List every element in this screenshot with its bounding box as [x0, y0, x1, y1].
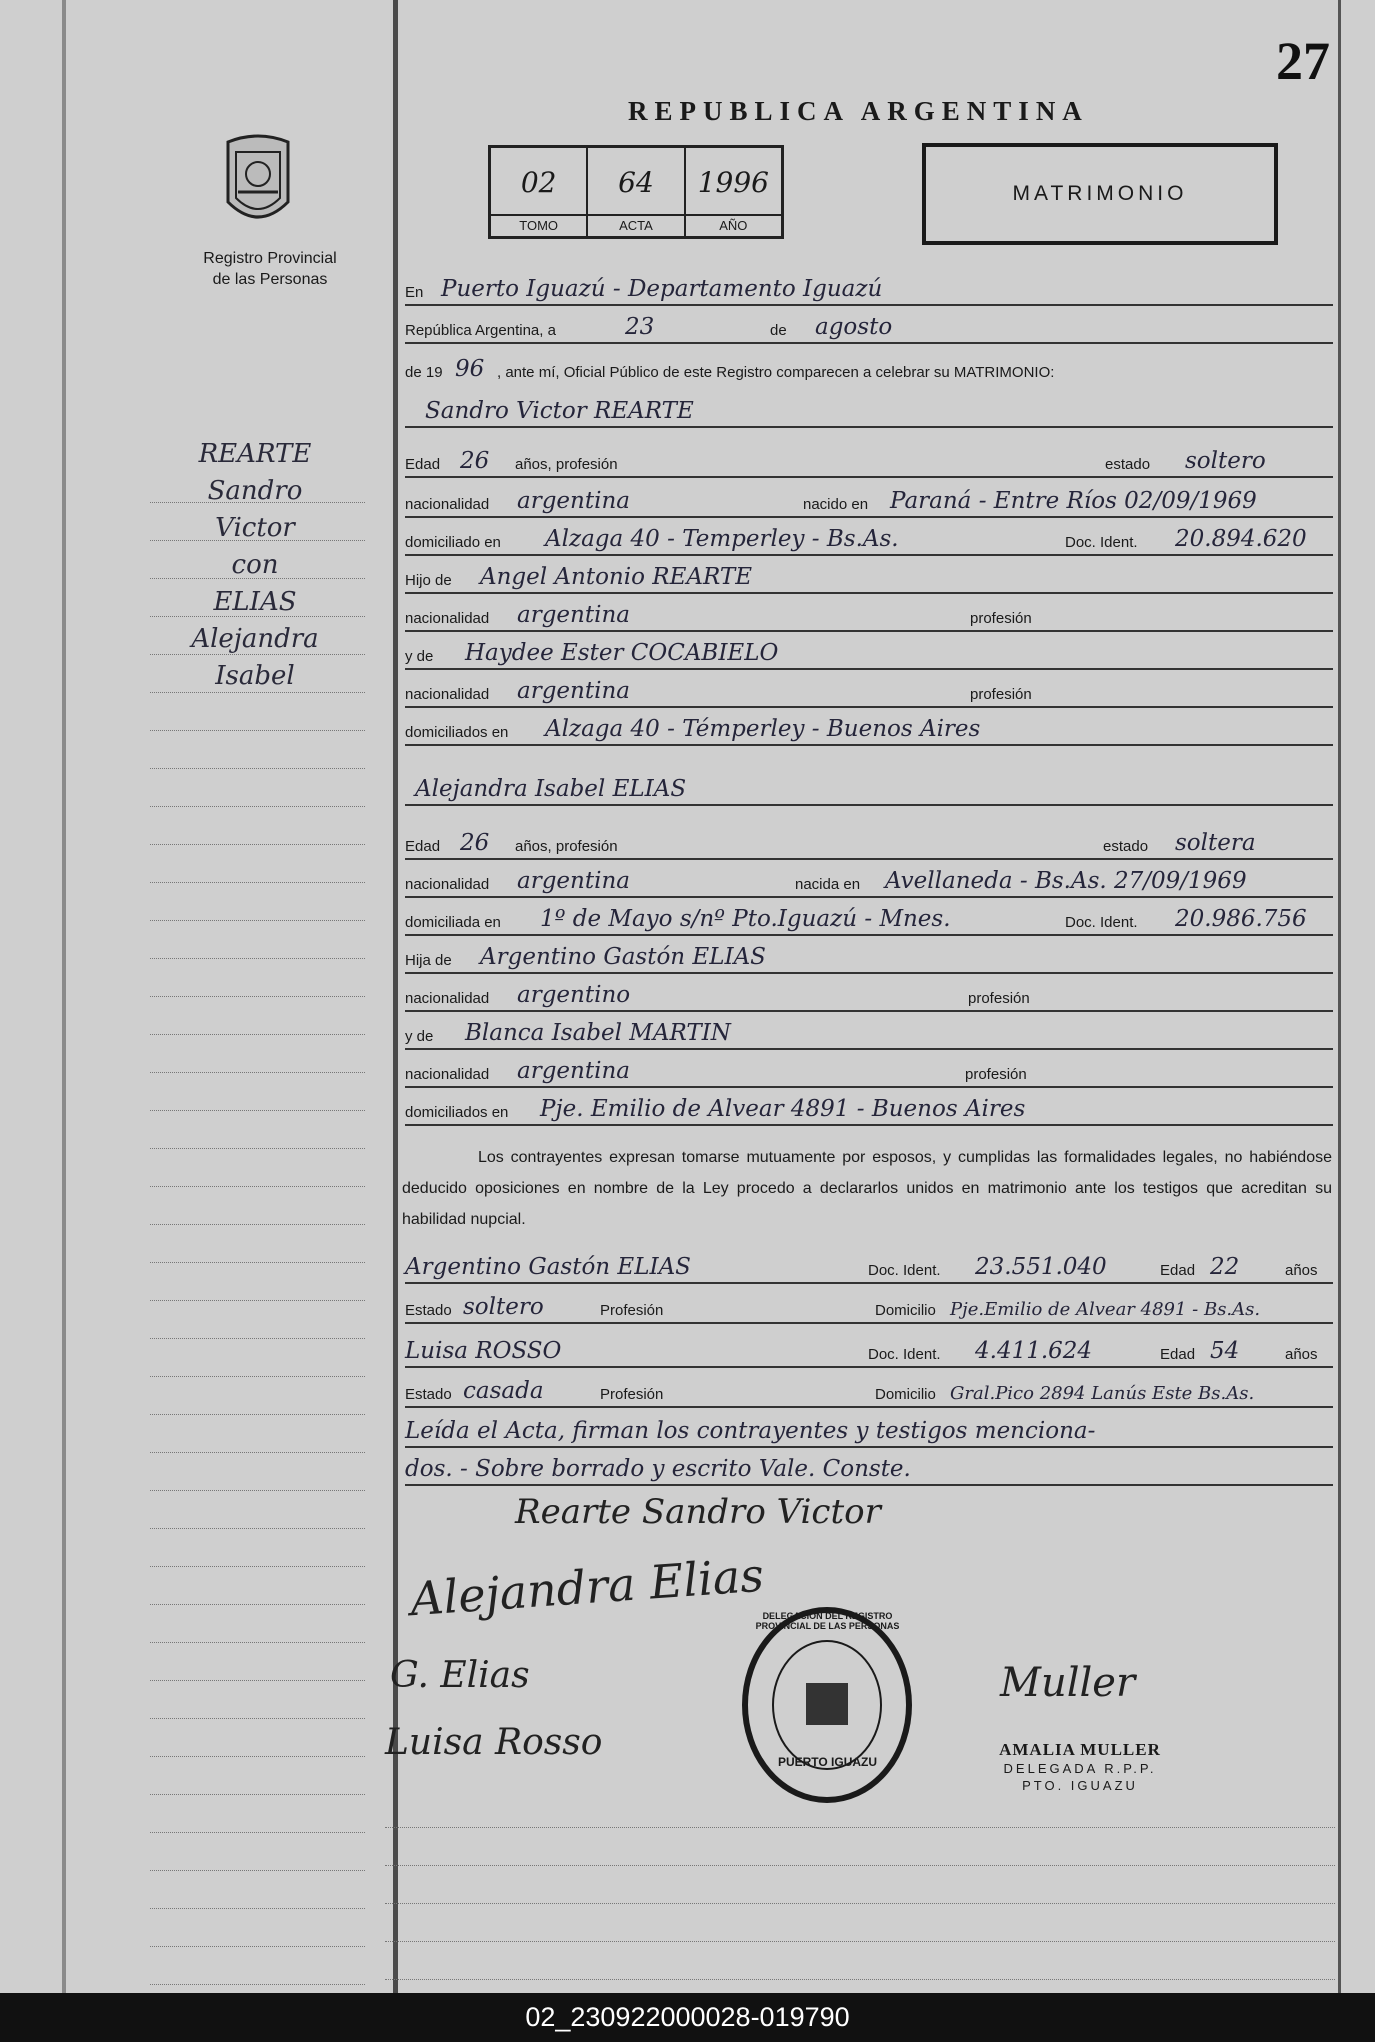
bride-mother-line: y de Blanca Isabel MARTIN [405, 1012, 1333, 1050]
groom-father-nat-line: nacionalidad argentina profesión [405, 594, 1333, 632]
bride-parents-address-line: domiciliados en Pje. Emilio de Alvear 4891 - Buenos Aires [405, 1088, 1333, 1126]
groom-address-line: domiciliado en Alzaga 40 - Temperley - Bs.As. Doc. Ident. 20.894.620 [405, 518, 1333, 556]
record-type-box: MATRIMONIO [922, 143, 1278, 245]
bride-name-line [405, 768, 1333, 806]
groom-age-line: Edad 26 años, profesión estado soltero [405, 440, 1333, 478]
official-stamp: AMALIA MULLER DELEGADA R.P.P. PTO. IGUAZU [999, 1740, 1161, 1793]
signature-groom: Rearte Sandro Victor [515, 1492, 881, 1532]
groom-father-line: Hijo de Angel Antonio REARTE [405, 556, 1333, 594]
tomo-label: TOMO [491, 214, 586, 236]
tomo-value: 02 [520, 166, 557, 199]
intro-line: de 19 96 , ante mí, Oficial Público de este Registro comparecen a celebrar su MATRIMONIO: [405, 356, 1055, 382]
bride-father-line: Hija de Argentino Gastón ELIAS [405, 936, 1333, 974]
provincial-seal-icon [218, 132, 298, 232]
bride-age-line: Edad 26 años, profesión estado soltera [405, 822, 1333, 860]
acta-label: ACTA [588, 214, 683, 236]
witness1-state-line: Estado soltero Profesión Domicilio Pje.Emilio de Alvear 4891 - Bs.As. [405, 1286, 1333, 1324]
binding-rule [62, 0, 66, 1993]
page-number: 27 [1276, 31, 1330, 91]
groom-name: Sandro Victor REARTE [425, 398, 694, 424]
right-border [1338, 0, 1341, 1993]
document-id-footer: 02_230922000028-019790 [525, 2002, 850, 2032]
month-value: agosto [815, 314, 893, 340]
signature-official: Muller [1000, 1660, 1136, 1706]
groom-mother-nat-line: nacionalidad argentina profesión [405, 670, 1333, 708]
record-number-box [488, 145, 784, 239]
groom-name-line [405, 390, 1333, 428]
year-value: 96 [455, 356, 485, 382]
bride-mother-nat-line: nacionalidad argentina profesión [405, 1050, 1333, 1088]
anio-value: 1996 [697, 166, 769, 199]
place-value: Puerto Iguazú - Departamento Iguazú [441, 276, 883, 302]
acta-value: 64 [618, 166, 654, 199]
bride-name: Alejandra Isabel ELIAS [415, 776, 687, 802]
groom-nat-line: nacionalidad argentina nacido en Paraná - Entre Ríos 02/09/1969 [405, 480, 1333, 518]
place-line: En Puerto Iguazú - Departamento Iguazú [405, 268, 1333, 306]
stamp-icon [740, 1605, 915, 1805]
bride-address-line: domiciliada en 1º de Mayo s/nº Pto.Iguazú - Mnes. Doc. Ident. 20.986.756 [405, 898, 1333, 936]
signature-bride: Alejandra Elias [408, 1547, 766, 1627]
witness2-line: Luisa ROSSO Doc. Ident. 4.411.624 Edad 54 años [405, 1330, 1333, 1368]
day-value: 23 [625, 314, 655, 340]
groom-parents-address-line: domiciliados en Alzaga 40 - Témperley - Buenos Aires [405, 708, 1333, 746]
lower-ruled-lines [385, 1790, 1335, 1980]
bride-father-nat-line: nacionalidad argentino profesión [405, 974, 1333, 1012]
signature-witness1: G. Elias [390, 1655, 530, 1696]
round-stamp: DELEGACION DEL REGISTRO PROVINCIAL DE LAS PERSONAS PUERTO IGUAZU [740, 1605, 915, 1805]
closing-line-1: Leída el Acta, firman los contrayentes y testigos menciona- [405, 1410, 1333, 1448]
registry-name: Registro Provincial de las Personas [203, 250, 337, 288]
margin-annotation: REARTE Sandro Victor con ELIAS Alejandra Isabel [191, 439, 319, 691]
witness1-line: Argentino Gastón ELIAS Doc. Ident. 23.551.040 Edad 22 años [405, 1246, 1333, 1284]
country-title: REPUBLICA ARGENTINA [628, 96, 1089, 126]
witness2-state-line: Estado casada Profesión Domicilio Gral.Pico 2894 Lanús Este Bs.As. [405, 1370, 1333, 1408]
date-line: República Argentina, a 23 de agosto [405, 306, 1333, 344]
signature-witness2: Luisa Rosso [385, 1722, 603, 1763]
bride-nat-line: nacionalidad argentina nacida en Avellaneda - Bs.As. 27/09/1969 [405, 860, 1333, 898]
declaration-text: Los contrayentes expresan tomarse mutuamente por esposos, y cumplidas las formalidades legales, no habiéndose deducido oposiciones en nombre de la Ley procedo a declararlos unidos en matrimonio ante los testigos que acreditan su habilidad nupcial. [402, 1149, 1332, 1228]
groom-mother-line: y de Haydee Ester COCABIELO [405, 632, 1333, 670]
closing-line-2: dos. - Sobre borrado y escrito Vale. Conste. [405, 1448, 1333, 1486]
anio-label: AÑO [686, 214, 781, 236]
